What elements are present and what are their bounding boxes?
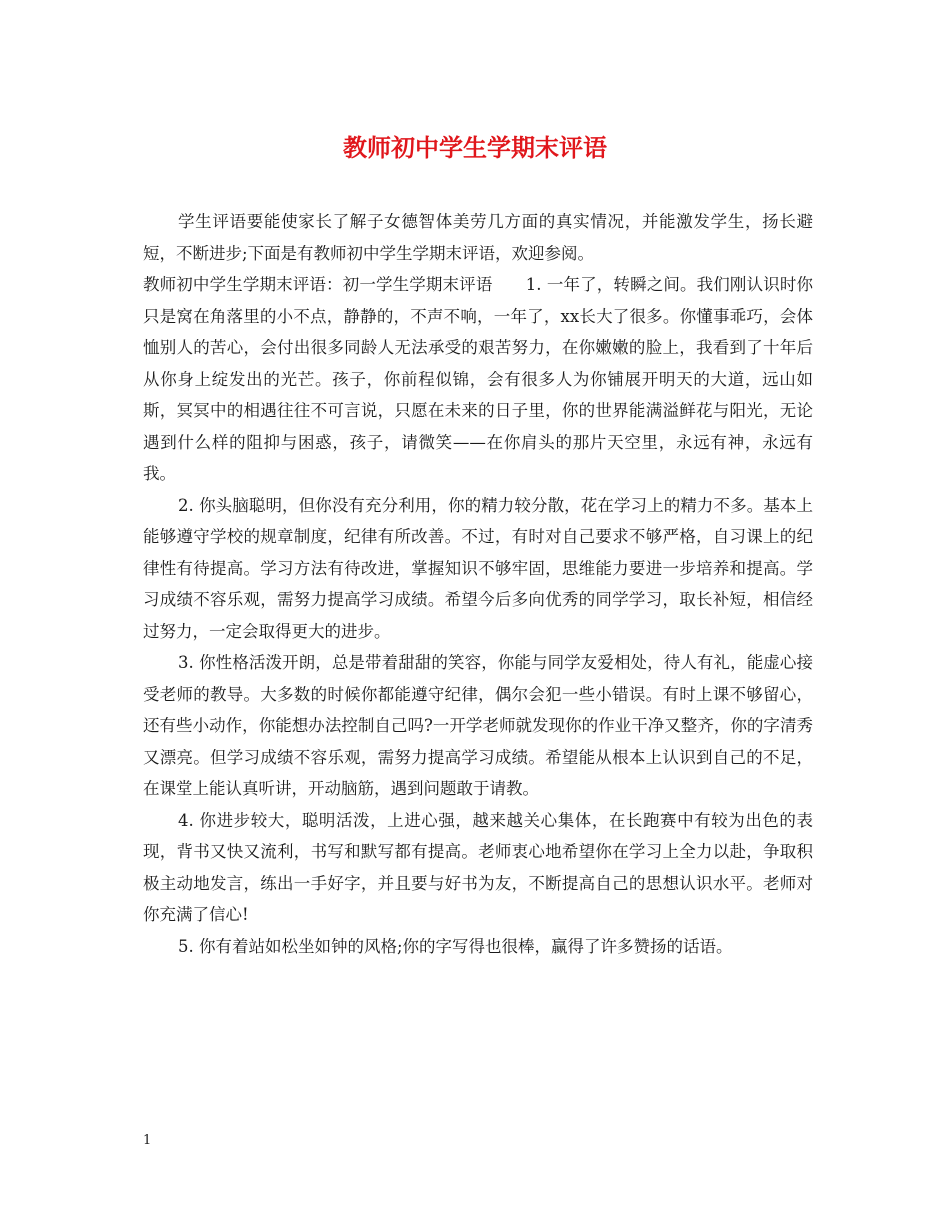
comment-paragraph-1: 教师初中学生学期末评语：初一学生学期末评语 1. 一年了，转瞬之间。我们刚认识时你只是窝在角落里的小不点，静静的，不声不响，一年了，xx长大了很多。你懂事乖巧，会体恤别人的苦心，会付出很多同龄人无法承受的艰苦努力，在你嫩嫩的脸上，我看到了十年后从你身上绽发出的光芒。孩子，你前程似锦，会有很多人为你铺展开明天的大道，远山如斯，冥冥中的相遇往往不可言说，只愿在未来的日子里，你的世界能满溢鲜花与阳光，无论遇到什么样的阻抑与困惑，孩子，请微笑——在你肩头的那片天空里，永远有神，永远有我。 bbox=[143, 275, 813, 483]
comment-paragraph-3: 3. 你性格活泼开朗，总是带着甜甜的笑容，你能与同学友爱相处，待人有礼，能虚心接受老师的教导。大多数的时候你都能遵守纪律，偶尔会犯一些小错误。有时上课不够留心，还有些小动作，你能想办法控制自己吗?一开学老师就发现你的作业干净又整齐，你的字清秀又漂亮。但学习成绩不容乐观，需努力提高学习成绩。希望能从根本上认识到自己的不足，在课堂上能认真听讲，开动脑筋，遇到问题敢于请教。 bbox=[143, 653, 813, 798]
comment-paragraph-2: 2. 你头脑聪明，但你没有充分利用，你的精力较分散，花在学习上的精力不多。基本上能够遵守学校的规章制度，纪律有所改善。不过，有时对自己要求不够严格，自习课上的纪律性有待提高。学习方法有待改进，掌握知识不够牢固，思维能力要进一步培养和提高。学习成绩不容乐观，需努力提高学习成绩。希望今后多向优秀的同学学习，取长补短，相信经过努力，一定会取得更大的进步。 bbox=[143, 495, 813, 641]
page-number: 1 bbox=[143, 1133, 152, 1148]
document-title: 教师初中学生学期末评语 bbox=[343, 133, 607, 162]
comment-paragraph-4: 4. 你进步较大，聪明活泼，上进心强，越来越关心集体，在长跑赛中有较为出色的表现，背书又快又流利，书写和默写都有提高。老师衷心地希望你在学习上全力以赴，争取积极主动地发言，练出一手好字，并且要与好书为友，不断提高自己的思想认识水平。老师对你充满了信心! bbox=[143, 810, 813, 924]
intro-paragraph: 学生评语要能使家长了解子女德智体美劳几方面的真实情况，并能激发学生，扬长避短，不断进步;下面是有教师初中学生学期末评语，欢迎参阅。 bbox=[143, 212, 813, 263]
document-body bbox=[143, 206, 813, 962]
comment-paragraph-5: 5. 你有着站如松坐如钟的风格;你的字写得也很棒，赢得了许多赞扬的话语。 bbox=[178, 936, 733, 956]
